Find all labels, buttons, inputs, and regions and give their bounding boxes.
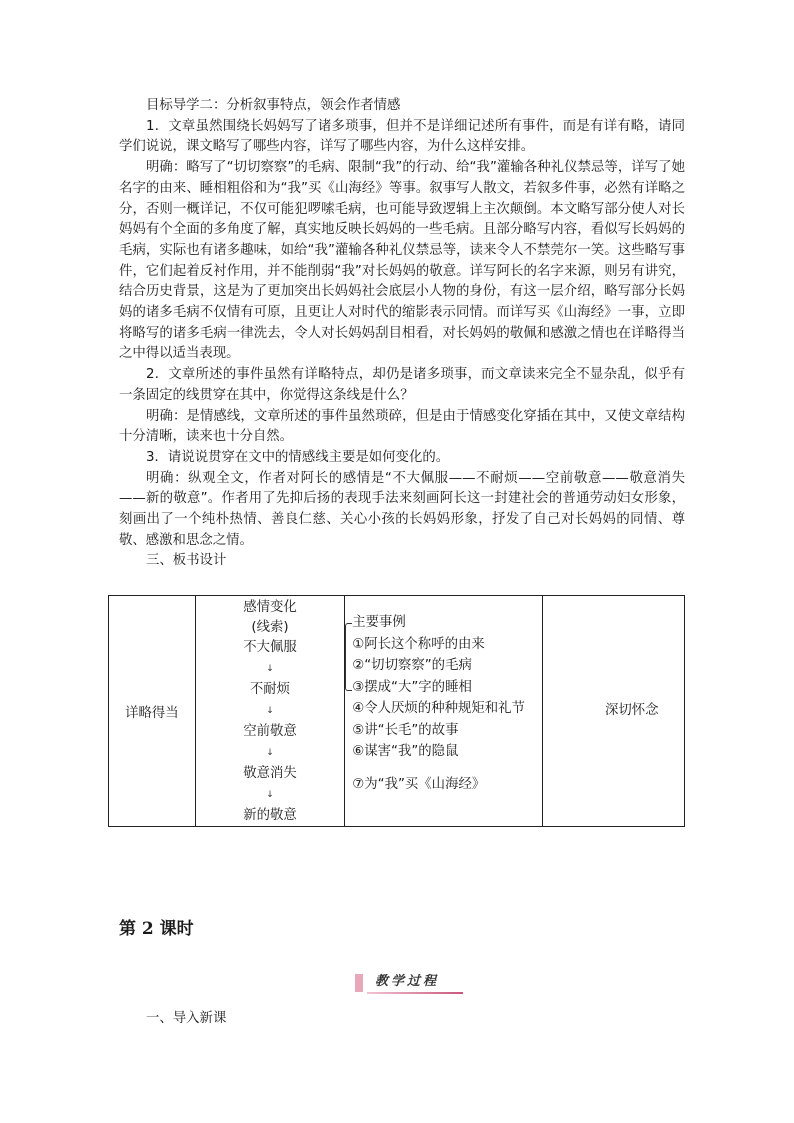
goal-heading: 目标导学二：分析叙事特点，领会作者情感 (146, 98, 401, 113)
banner-label: 教学过程 (375, 974, 440, 989)
emotion-item: 空前敬意 (243, 724, 297, 739)
board-left-label: 详略得当 (125, 705, 179, 721)
event-item: ③摆成“大”字的睡相 (352, 679, 472, 695)
down-arrow-icon: ↓ (266, 706, 274, 716)
teaching-process-banner (355, 972, 465, 994)
question-2: 2．文章所述的事件虽然有详略特点，却仍是诸多琐事，而文章读来完全不显杂乱，似乎有一条固定的线贯穿在其中，你觉得这条线是什么？ (119, 367, 685, 403)
answer-3: 明确：纵观全文，作者对阿长的感情是“不大佩服——不耐烦——空前敬意——敬意消失——新的敬意”。作者用了先抑后扬的表现手法来刻画阿长这一封建社会的普通劳动妇女形象，刻画出了一个纯朴热情、善良仁慈、关心小孩的长妈妈形象，抒发了自己对长妈妈的同情、尊敬、感激和思念之情。 (119, 470, 685, 548)
events-list (345, 596, 542, 795)
down-arrow-icon: ↓ (266, 790, 274, 800)
event-item: ④令人厌烦的种种规矩和礼节 (352, 701, 525, 716)
event-item: ②“切切察察”的毛病 (352, 658, 472, 673)
board-right-label: 深切怀念 (605, 703, 659, 718)
emotion-item: 不大佩服 (243, 640, 297, 655)
brace-icon (345, 623, 352, 691)
blackboard-design-table (108, 595, 685, 827)
event-item: ⑤讲“长毛”的故事 (352, 722, 459, 738)
emotion-item: 不耐烦 (249, 682, 291, 697)
down-arrow-icon: ↓ (266, 664, 274, 674)
question-1: 1．文章虽然围绕长妈妈写了诸多琐事，但并不是详细记述所有事件，而是有详有略，请同学们说说，课文略写了哪些内容，详写了哪些内容，为什么这样安排。 (119, 118, 685, 155)
emotion-subheading: (线索) (251, 620, 289, 635)
lesson-text (119, 96, 685, 572)
question-3: 3．请说说贯穿在文中的情感线主要是如何变化的。 (146, 449, 450, 465)
emotion-list (196, 596, 345, 826)
board-left-cell (109, 596, 196, 827)
answer-2: 明确：是情感线，文章所述的事件虽然琐碎，但是由于情感变化穿插在其中，又使文章结构十分清晰，读来也十分自然。 (119, 408, 685, 445)
emotion-item: 新的敬意 (243, 808, 297, 823)
event-item: ⑥谋害“我”的隐鼠 (352, 744, 459, 759)
banner-accent-bar (355, 974, 363, 992)
intro-heading: 一、导入新课 (146, 1011, 227, 1026)
event-item: ①阿长这个称呼的由来 (352, 636, 485, 652)
answer-1: 明确：略写了“切切察察”的毛病、限制“我”的行动、给“我”灌输各种礼仪禁忌等，详写了她名字的由来、睡相粗俗和为“我”买《山海经》等事。叙事写人散文，若叙多件事，必然有详略之分，否则一概详记，不仅可能犯啰嗦毛病，也可能导致逻辑上主次颠倒。本文略写部分使人对长妈妈有个全面的多角度了解，真实地反映长妈妈的一些毛病。且部分略写内容，看似写长妈妈的毛病，实际也有诸多趣味，如给“我”灌输各种礼仪禁忌等，读来令人不禁莞尔一笑。这些略写事件，它们起着反衬作用，并不能削弱“我”对长妈妈的敬意。详写阿长的名字来源，则另有讲究，结合历史背景，这是为了更加突出长妈妈社会底层小人物的身份，有这一层介绍，略写部分长妈妈的诸多毛病不仅情有可原，且更让人对时代的缩影表示同情。而详写买《山海经》一事，立即将略写的诸多毛病一律洗去，令人对长妈妈刮目相看，对长妈妈的敬佩和感激之情也在详略得当之中得以适当表现。 (119, 160, 685, 362)
emotion-column (195, 596, 345, 827)
event-item: ⑦为“我”买《山海经》 (352, 776, 486, 792)
down-arrow-icon: ↓ (266, 748, 274, 758)
emotion-item: 敬意消失 (243, 766, 297, 781)
board-right-cell (543, 596, 685, 827)
banner-underline (367, 992, 463, 994)
emotion-heading: 感情变化 (243, 600, 297, 615)
lesson-title: 第 2 课时 (119, 919, 194, 939)
board-design-heading: 三、板书设计 (146, 553, 227, 569)
events-column (345, 596, 543, 827)
events-heading: 主要事例 (352, 615, 406, 630)
